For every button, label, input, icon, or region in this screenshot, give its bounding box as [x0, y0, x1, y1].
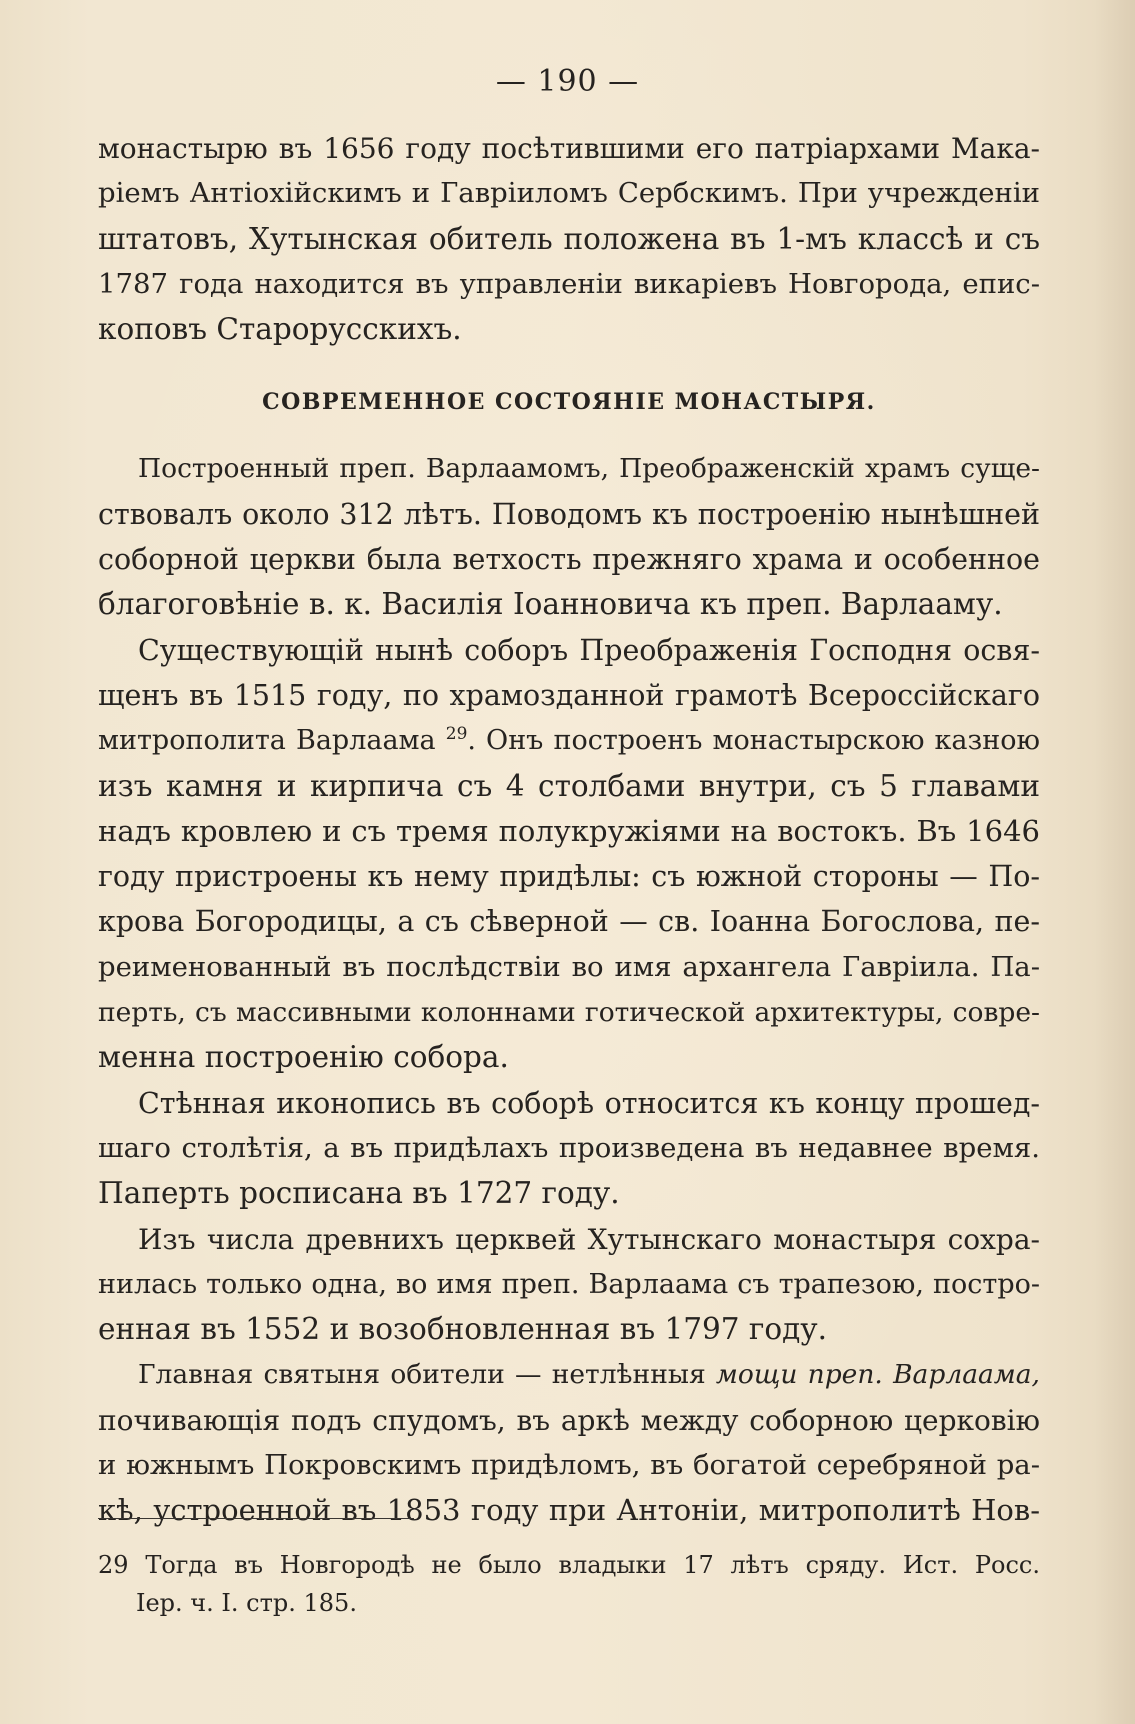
- text-line: ствовалъ около 312 лѣтъ. Поводомъ къ построенію нынѣшней: [98, 497, 1040, 531]
- text-line: ріемъ Антіохійскимъ и Гавріиломъ Сербскимъ. При учрежденіи: [98, 177, 1040, 210]
- text-line: почивающія подъ спудомъ, въ аркѣ между соборною церковію: [98, 1403, 1040, 1437]
- footnote-reference[interactable]: 29: [445, 724, 468, 745]
- text-line: и южнымъ Покровскимъ придѣломъ, въ богатой серебряной ра-: [98, 1449, 1040, 1482]
- text-line: [98, 718, 1040, 763]
- footnote-line: Іер. ч. І. стр. 185.: [136, 1589, 357, 1617]
- text-line: Паперть росписана въ 1727 году.: [98, 1176, 620, 1211]
- text-line: соборной церкви была ветхость прежняго храма и особенное: [98, 543, 1040, 577]
- footnote: [98, 1546, 1040, 1622]
- text-line: реименованный въ послѣдствіи во имя архангела Гавріила. Па-: [98, 950, 1040, 983]
- footnote-divider: [98, 1518, 414, 1519]
- text-line: енная въ 1552 и возобновленная въ 1797 году.: [98, 1312, 828, 1347]
- footnote-line: 29 Тогда въ Новгородѣ не было владыки 17 лѣтъ сряду. Ист. Росс.: [98, 1551, 1040, 1579]
- text-line: нилась только одна, во имя преп. Варлаама съ трапезою, постро-: [98, 1268, 1040, 1300]
- text-fragment: Главная святыня обители — нетлѣнныя: [138, 1359, 706, 1391]
- main-text: [98, 126, 1040, 1534]
- page-edge-shadow: [1095, 0, 1135, 1724]
- text-line: Построенный преп. Варлаамомъ, Преображенскій храмъ суще-: [138, 453, 1040, 485]
- text-line: кѣ, устроенной въ 1853 году при Антоніи, митрополитѣ Нов-: [98, 1493, 1040, 1528]
- text-line: крова Богородицы, а съ сѣверной — св. Іоанна Богослова, пе-: [98, 905, 1040, 939]
- text-line: штатовъ, Хутынская обитель положена въ 1-мъ классѣ и съ: [98, 221, 1040, 256]
- italic-text: мощи преп. Варлаама,: [715, 1359, 1040, 1391]
- text-line: надъ кровлею и съ тремя полукружіями на востокъ. Въ 1646: [98, 813, 1040, 848]
- page-number: — 190 —: [495, 64, 640, 99]
- text-line: коповъ Старорусскихъ.: [98, 312, 462, 347]
- text-fragment: митрополита Варлаама: [98, 725, 436, 757]
- text-line: перть, съ массивными колоннами готической архитектуры, совре-: [98, 997, 1040, 1029]
- text-line: [98, 1352, 1040, 1397]
- text-line: Существующій нынѣ соборъ Преображенія Господня освя-: [138, 633, 1040, 667]
- text-line: благоговѣніе в. к. Василія Іоанновича къ преп. Варлааму.: [98, 587, 1003, 622]
- text-line: 1787 года находится въ управленіи викаріевъ Новгорода, епис-: [98, 267, 1040, 300]
- text-line: Стѣнная иконопись въ соборѣ относится къ концу прошед-: [138, 1086, 1040, 1120]
- text-fragment: . Онъ построенъ монастырскою казною: [467, 725, 1040, 757]
- text-line: году пристроены къ нему придѣлы: съ южной стороны — По-: [98, 860, 1040, 894]
- text-line: монастырю въ 1656 году посѣтившими его патріархами Мака-: [98, 132, 1040, 165]
- text-line: шаго столѣтія, а въ придѣлахъ произведена въ недавнее время.: [98, 1131, 1040, 1164]
- text-line: Изъ числа древнихъ церквей Хутынскаго монастыря сохра-: [138, 1222, 1040, 1256]
- text-line: щенъ въ 1515 году, по храмозданной грамотѣ Всероссійскаго: [98, 678, 1040, 712]
- text-line: изъ камня и кирпича съ 4 столбами внутри, съ 5 главами: [98, 768, 1040, 803]
- section-heading: СОВРЕМЕННОЕ СОСТОЯНІЕ МОНАСТЫРЯ.: [262, 389, 876, 416]
- text-line: менна построенію собора.: [98, 1040, 509, 1075]
